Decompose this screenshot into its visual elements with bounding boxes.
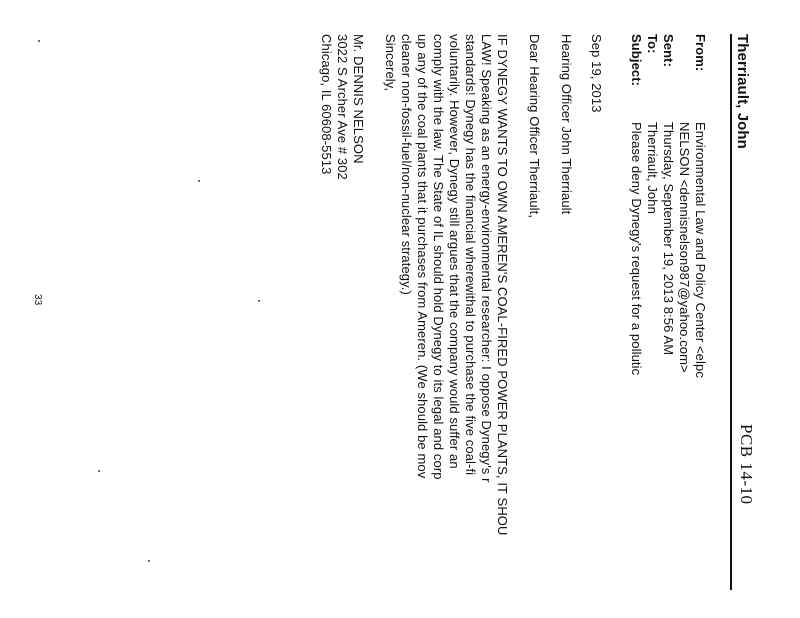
page-number: 33 <box>32 294 43 306</box>
recipient-line: Hearing Officer John Therriault <box>559 34 574 215</box>
scan-speck <box>258 300 260 302</box>
scan-speck <box>198 180 200 182</box>
signature-name: Mr. DENNIS NELSON <box>351 34 366 164</box>
from-value-continued: NELSON <dennisnelson987@yahoo.com> <box>677 122 692 373</box>
scan-speck <box>38 40 40 42</box>
paragraph-line: voluntarily. However, Dynegy still argues that the company would suffer an <box>447 34 462 469</box>
letter-date: Sep 19, 2013 <box>589 34 604 113</box>
from-value: Environmental Law and Policy Center <elpc <box>693 122 708 378</box>
scan-speck <box>148 560 150 562</box>
sent-label: Sent: <box>661 34 676 67</box>
signature-address-line-2: Chicago, IL 60608-5513 <box>319 34 334 175</box>
subject-label: Subject: <box>629 34 644 87</box>
salutation: Dear Hearing Officer Therriault, <box>527 34 542 219</box>
paragraph-line: standards! Dynegy has the financial wherewithal to purchase the five coal-fi <box>463 34 478 476</box>
header-rule <box>730 34 732 590</box>
docket-number: PCB 14-10 <box>737 424 756 505</box>
signature-address-line-1: 3022 S Archer Ave # 302 <box>335 34 350 180</box>
paragraph-line: LAW! Speaking as an energy-environmental researcher: I oppose Dynegy's r <box>479 34 494 483</box>
sent-value: Thursday, September 19, 2013 8:56 AM <box>661 122 676 356</box>
letter-paragraph <box>398 34 510 618</box>
paragraph-line: up any of the coal plants that it purchases from Ameren. (We should be mov <box>415 34 430 479</box>
subject-value: Please deny Dynegy's request for a pollutic <box>629 122 644 376</box>
sender-name-heading: Therriault, John <box>734 34 751 149</box>
paragraph-line: cleaner non-fossil-fuel/non-nuclear strategy.) <box>399 34 414 295</box>
scan-speck <box>98 470 100 472</box>
paragraph-line: IF DYNEGY WANTS TO OWN AMEREN'S COAL-FIRED POWER PLANTS, IT SHOU <box>495 34 510 536</box>
to-value: Therriault, John <box>645 122 660 214</box>
closing: Sincerely, <box>383 34 398 92</box>
to-label: To: <box>645 34 660 54</box>
from-label: From: <box>693 34 708 72</box>
paragraph-line: comply with the law. The State of IL should hold Dynegy to its legal and corp <box>431 34 446 480</box>
